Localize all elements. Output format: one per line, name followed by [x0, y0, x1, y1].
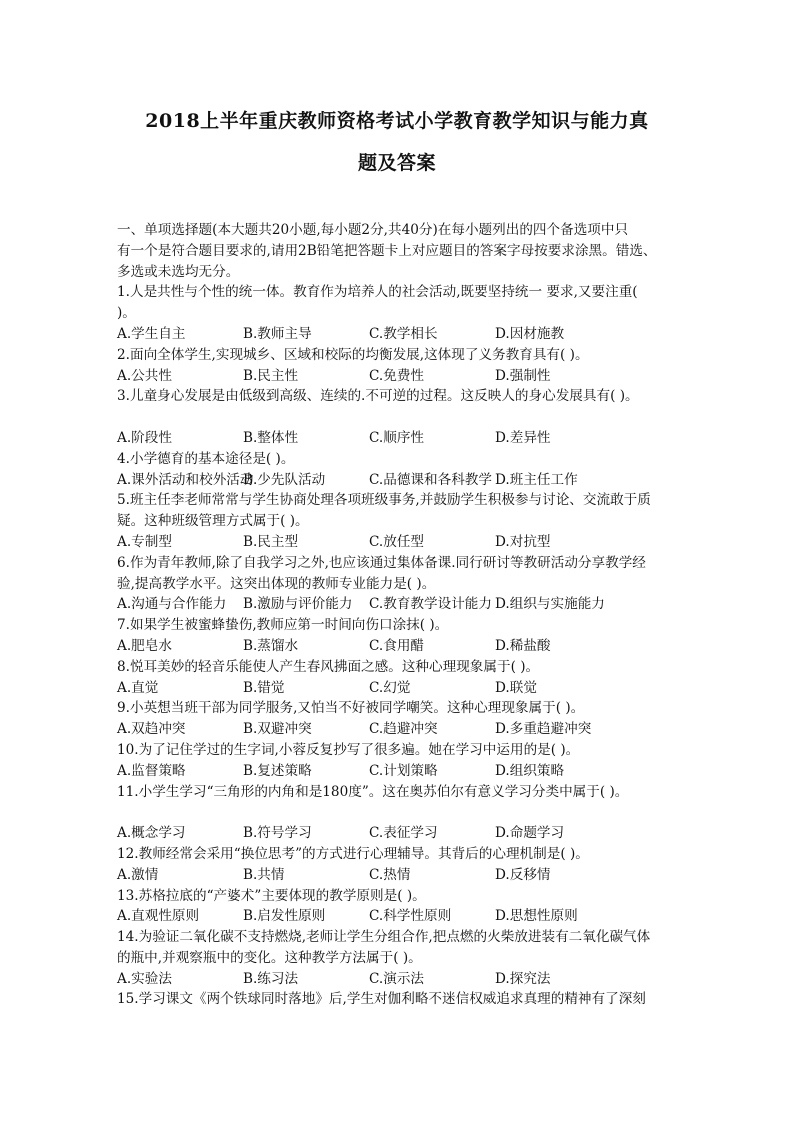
answer-option: C.食用醋	[369, 637, 425, 654]
question-item	[117, 386, 687, 448]
option-row	[117, 719, 687, 740]
option-row	[117, 761, 687, 782]
answer-option: B.共情	[243, 866, 285, 883]
answer-option: D.多重趋避冲突	[495, 721, 592, 738]
section-intro-line: 有一个是符合题目要求的,请用2B铅笔把答题卡上对应题目的答案字母按要求涂黑。错选、	[117, 242, 657, 259]
option-row	[117, 366, 687, 387]
option-row	[117, 470, 687, 491]
question-stem-line: 4.小学德育的基本途径是( )。	[117, 450, 295, 467]
question-list	[117, 282, 687, 1010]
answer-option: A.双趋冲突	[117, 721, 186, 738]
answer-option: D.组织策略	[495, 762, 565, 779]
answer-option: C.免费性	[369, 367, 425, 384]
answer-option: A.概念学习	[117, 825, 186, 842]
question-item	[117, 698, 687, 740]
question-item	[117, 844, 687, 886]
question-stem-line: 14.为验证二氧化碳不支持燃烧,老师让学生分组合作,把点燃的火柴放进装有二氧化碳气体	[117, 929, 651, 946]
question-item	[117, 657, 687, 699]
question-stem-line: 1.人是共性与个性的统一体。教育作为培养人的社会活动,既要坚持统一 要求,又要注重(	[117, 284, 638, 301]
answer-option: B.蒸馏水	[243, 637, 299, 654]
answer-option: D.反移情	[495, 866, 551, 883]
option-row	[117, 428, 687, 449]
answer-option: C.顺序性	[369, 429, 425, 446]
answer-option: B.错觉	[243, 679, 285, 696]
question-item	[117, 282, 687, 344]
question-stem-line: 2.面向全体学生,实现城乡、区域和校际的均衡发展,这体现了义务教育具有( )。	[117, 346, 589, 363]
question-item	[117, 553, 687, 615]
answer-option: D.思想性原则	[495, 908, 578, 925]
answer-option: D.班主任工作	[495, 471, 578, 488]
answer-option: C.幻觉	[369, 679, 411, 696]
answer-option: D.联觉	[495, 679, 537, 696]
document-title-line-2: 题及答案	[357, 152, 436, 174]
answer-option: D.稀盐酸	[495, 637, 551, 654]
answer-option: C.计划策略	[369, 762, 438, 779]
answer-option: B.符号学习	[243, 825, 312, 842]
question-stem-line: 3.儿童身心发展是由低级到高级、连续的.不可逆的过程。这反映人的身心发展具有( )。	[117, 388, 639, 405]
spacer	[117, 407, 687, 428]
answer-option: A.学生自主	[117, 325, 186, 342]
spacer	[117, 802, 687, 823]
answer-option: A.课外活动和校外活动	[117, 471, 254, 488]
document-title-line-1: 2018上半年重庆教师资格考试小学教育教学知识与能力真	[145, 110, 649, 132]
question-stem-line: 7.如果学生被蜜蜂蛰伤,教师应第一时间向伤口涂抹( )。	[117, 617, 449, 634]
section-intro-line: 一、单项选择题(本大题共20小题,每小题2分,共40分)在每小题列出的四个备选项中只	[117, 222, 629, 238]
option-row	[117, 532, 687, 553]
answer-option: B.双避冲突	[243, 721, 312, 738]
question-stem-line: 9.小英想当班干部为同学服务,又怕当不好被同学嘲笑。这种心理现象属于( )。	[117, 700, 585, 717]
answer-option: C.教学相长	[369, 325, 438, 342]
answer-option: B.练习法	[243, 970, 299, 987]
question-stem-line: 12.教师经常会采用“换位思考”的方式进行心理辅导。其背后的心理机制是( )。	[117, 845, 589, 862]
question-stem-line: 疑。这种班级管理方式属于( )。	[117, 513, 309, 530]
question-item	[117, 927, 687, 989]
question-item	[117, 886, 687, 928]
answer-option: A.监督策略	[117, 762, 186, 779]
question-stem-line: 5.班主任李老师常常与学生协商处理各项班级事务,并鼓励学生积极参与讨论、交流敢于质	[117, 492, 651, 509]
answer-option: B.少先队活动	[243, 471, 326, 488]
answer-option: C.品德课和各科教学	[369, 471, 492, 488]
question-stem-line: 的瓶中,并观察瓶中的变化。这种教学方法属于( )。	[117, 949, 422, 966]
question-stem-line: 11.小学生学习“三角形的内角和是180度”。这在奥苏伯尔有意义学习分类中属于( )。	[117, 783, 629, 800]
question-stem-line: 验,提高教学水平。这突出体现的教师专业能力是( )。	[117, 575, 436, 592]
question-item	[117, 782, 687, 844]
question-stem-line: 15.学习课文《两个铁球同时落地》后,学生对伽利略不迷信权威追求真理的精神有了深刻	[117, 991, 646, 1008]
answer-option: B.民主性	[243, 367, 299, 384]
question-item	[117, 449, 687, 491]
option-row	[117, 636, 687, 657]
answer-option: D.差异性	[495, 429, 551, 446]
answer-option: A.激情	[117, 866, 159, 883]
answer-option: B.教师主导	[243, 325, 312, 342]
question-content	[117, 220, 687, 1010]
answer-option: A.阶段性	[117, 429, 172, 446]
question-stem-line: 13.苏格拉底的“产婆术”主要体现的教学原则是( )。	[117, 887, 426, 904]
answer-option: B.激励与评价能力	[243, 596, 353, 613]
option-row	[117, 906, 687, 927]
answer-option: D.探究法	[495, 970, 551, 987]
answer-option: B.整体性	[243, 429, 299, 446]
question-item	[117, 615, 687, 657]
answer-option: D.因材施教	[495, 325, 565, 342]
answer-option: D.组织与实施能力	[495, 596, 605, 613]
answer-option: A.肥皂水	[117, 637, 172, 654]
question-item	[117, 740, 687, 782]
answer-option: D.命题学习	[495, 825, 565, 842]
answer-option: C.教育教学设计能力	[369, 596, 492, 613]
option-row	[117, 865, 687, 886]
answer-option: A.沟通与合作能力	[117, 596, 227, 613]
section-intro-line: 多选或未选均无分。	[117, 263, 240, 280]
answer-option: A.实验法	[117, 970, 172, 987]
answer-option: D.强制性	[495, 367, 551, 384]
question-stem-line: 10.为了记住学过的生字词,小蓉反复抄写了很多遍。她在学习中运用的是( )。	[117, 741, 580, 758]
answer-option: C.趋避冲突	[369, 721, 438, 738]
option-row	[117, 969, 687, 990]
answer-option: A.公共性	[117, 367, 172, 384]
question-item	[117, 345, 687, 387]
question-item	[117, 989, 687, 1010]
question-stem-line: 6.作为青年教师,除了自我学习之外,也应该通过集体备课.同行研讨等教研活动分享教学经	[117, 554, 646, 571]
option-row	[117, 678, 687, 699]
option-row	[117, 324, 687, 345]
question-item	[117, 490, 687, 552]
answer-option: B.复述策略	[243, 762, 312, 779]
answer-option: C.科学性原则	[369, 908, 452, 925]
answer-option: C.表征学习	[369, 825, 438, 842]
answer-option: A.直觉	[117, 679, 159, 696]
option-row	[117, 594, 687, 615]
answer-option: A.专制型	[117, 533, 172, 550]
answer-option: C.演示法	[369, 970, 425, 987]
answer-option: B.民主型	[243, 533, 299, 550]
option-row	[117, 823, 687, 844]
answer-option: C.热情	[369, 866, 411, 883]
answer-option: D.对抗型	[495, 533, 551, 550]
answer-option: C.放任型	[369, 533, 425, 550]
question-stem-line: 8.悦耳美妙的轻音乐能使人产生春风拂面之感。这种心理现象属于( )。	[117, 658, 540, 675]
question-stem-line: )。	[117, 305, 136, 322]
answer-option: B.启发性原则	[243, 908, 326, 925]
answer-option: A.直观性原则	[117, 908, 200, 925]
